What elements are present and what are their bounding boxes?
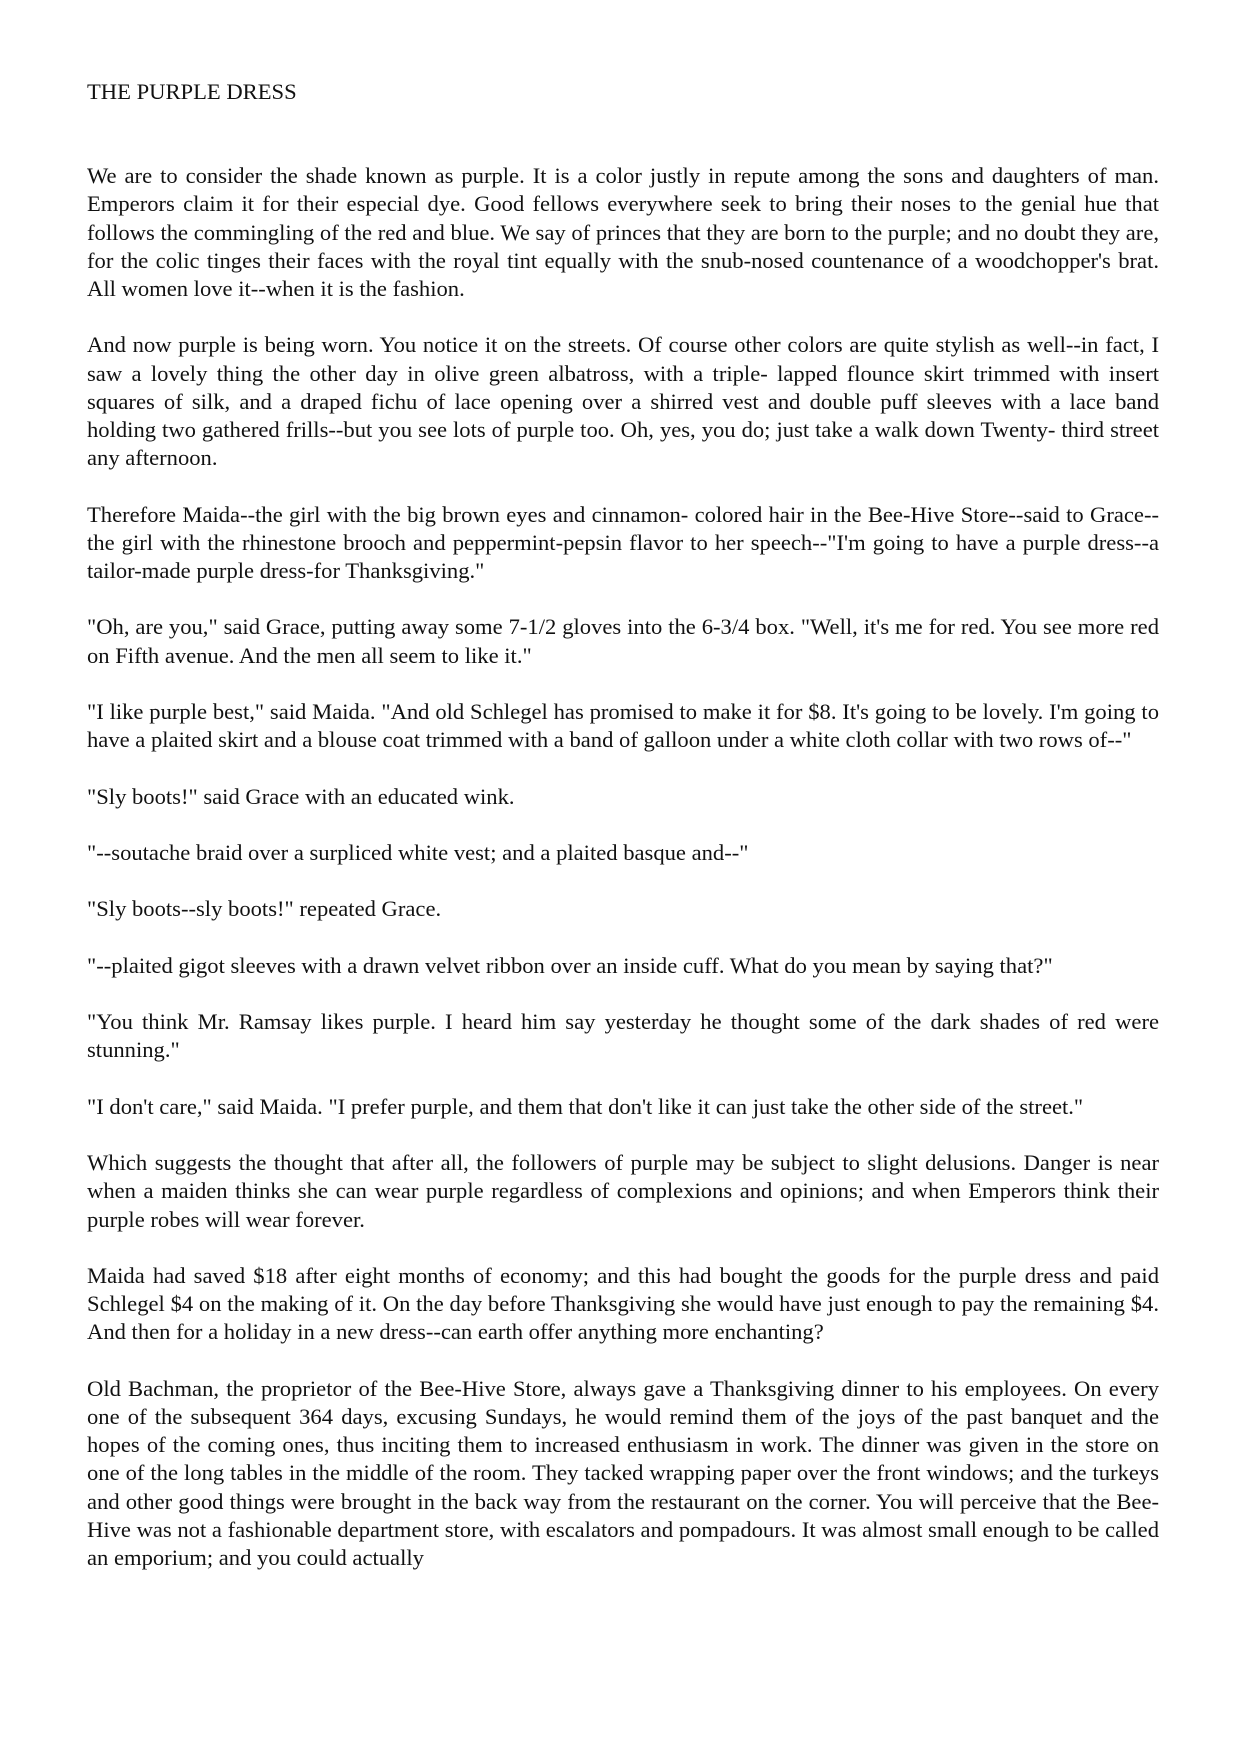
paragraph: "You think Mr. Ramsay likes purple. I heard him say yesterday he thought some of the dark shades of red were stunning." — [87, 1009, 1159, 1063]
paragraph: Old Bachman, the proprietor of the Bee-Hive Store, always gave a Thanksgiving dinner to his employees. On every one of the subsequent 364 days, excusing Sundays, he would remind them of the joys of the past banquet and the hopes of the coming ones, thus inciting them to increased enthusiasm in work. The dinner was given in the store on one of the long tables in the middle of the room. They tacked wrapping paper over the front windows; and the turkeys and other good things were brought in the back way from the restaurant on the corner. You will perceive that the Bee-Hive was not a fashionable department store, with escalators and pompadours. It was almost small enough to be called an emporium; and you could actually — [87, 1375, 1159, 1570]
paragraph: Maida had saved $18 after eight months of economy; and this had bought the goods for the purple dress and paid Schlegel $4 on the making of it. On the day before Thanksgiving she would have just enough to pay the remaining $4. And then for a holiday in a new dress--can earth offer anything more enchanting? — [87, 1262, 1159, 1345]
paragraph: "Sly boots--sly boots!" repeated Grace. — [87, 896, 442, 922]
paragraph: "Oh, are you," said Grace, putting away some 7-1/2 gloves into the 6-3/4 box. "Well, it's me for red. You see more red on Fifth avenue. And the men all seem to like it." — [87, 614, 1159, 668]
paragraph: And now purple is being worn. You notice it on the streets. Of course other colors are quite stylish as well--in fact, I saw a lovely thing the other day in olive green albatross, with a triple- lapped flounce skirt trimmed with insert squares of silk, and a draped fichu of lace opening over a shirred vest and double puff sleeves with a lace band holding two gathered frills--but you see lots of purple too. Oh, yes, you do; just take a walk down Twenty- third street any afternoon. — [87, 332, 1159, 471]
paragraph: Therefore Maida--the girl with the big brown eyes and cinnamon- colored hair in the Bee-Hive Store--said to Grace--the girl with the rhinestone brooch and peppermint-pepsin flavor to her speech--"I'm going to have a purple dress--a tailor-made purple dress-for Thanksgiving." — [87, 501, 1159, 584]
paragraph: "--plaited gigot sleeves with a drawn velvet ribbon over an inside cuff. What do you mean by saying that?" — [87, 952, 1053, 978]
paragraph: We are to consider the shade known as purple. It is a color justly in repute among the sons and daughters of man. Emperors claim it for their especial dye. Good fellows everywhere seek to bring their noses to the genial hue that follows the commingling of the red and blue. We say of princes that they are born to the purple; and no doubt they are, for the colic tinges their faces with the royal tint equally with the snub-nosed countenance of a woodchopper's brat. All women love it--when it is the fashion. — [87, 163, 1159, 302]
document-title: THE PURPLE DRESS — [87, 79, 297, 104]
paragraph: "I don't care," said Maida. "I prefer purple, and them that don't like it can just take the other side of the street." — [87, 1093, 1084, 1119]
document-page — [87, 78, 1159, 1572]
paragraph: Which suggests the thought that after all, the followers of purple may be subject to slight delusions. Danger is near when a maiden thinks she can wear purple regardless of complexions and opinions; and when Emperors think their purple robes will wear forever. — [87, 1150, 1159, 1232]
paragraph: "Sly boots!" said Grace with an educated wink. — [87, 783, 515, 809]
paragraph: "I like purple best," said Maida. "And old Schlegel has promised to make it for $8. It's going to be lovely. I'm going to have a plaited skirt and a blouse coat trimmed with a band of galloon under a white cloth collar with two rows of--" — [87, 699, 1159, 753]
paragraph: "--soutache braid over a surpliced white vest; and a plaited basque and--" — [87, 839, 749, 865]
